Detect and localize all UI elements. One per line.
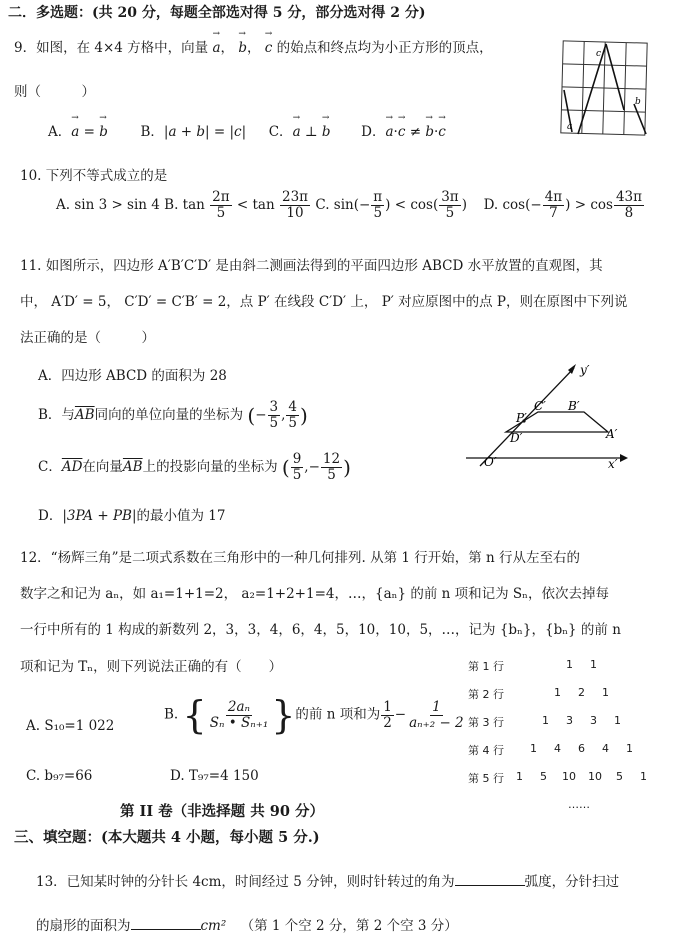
- q9-sep-1: ，: [220, 40, 235, 56]
- q9-sep-2: ，: [246, 40, 261, 56]
- triangle-number: 1: [516, 770, 523, 783]
- triangle-number: 1: [542, 714, 549, 727]
- question-11-line3: 法正确的是（ ）: [20, 330, 155, 346]
- question-11-line2: 中， A′D′ = 5， C′D′ = C′B′ = 2，点 P′ 在线段 C′D′ 上， P′ 对应原图中的点 P，则在原图中下列说: [20, 294, 628, 310]
- triangle-number: 1: [640, 770, 647, 783]
- answer-blank-2[interactable]: [131, 929, 201, 930]
- triangle-ellipsis: ……: [568, 798, 590, 811]
- point-label-b: B′: [568, 399, 580, 413]
- q9-option-c: C．→ a ⊥ → b: [269, 124, 331, 140]
- triangle-number: 6: [578, 742, 585, 755]
- section-heading-multiple-choice: 二．多选题：(共 20 分，每题全部选对得 5 分，部分选对得 2 分): [8, 5, 426, 21]
- triangle-number: 3: [590, 714, 597, 727]
- question-13-line1: [36, 870, 619, 890]
- q10-option-a: A. sin 3 > sin 4: [56, 196, 160, 213]
- triangle-row-label: 第 5 行: [468, 772, 504, 785]
- q13-text-2: 弧度，分针扫过: [524, 874, 620, 890]
- triangle-row-label: 第 2 行: [468, 688, 504, 701]
- vector-a: → a: [212, 40, 220, 56]
- section-heading-fill-blank: 三、填空题：(本大题共 4 小题，每小题 5 分.): [14, 829, 320, 846]
- answer-blank-1[interactable]: [455, 885, 525, 886]
- point-label-a: A′: [606, 427, 618, 441]
- question-12-line1: 12．“杨辉三角”是二项式系数在三角形中的一种几何排列. 从第 1 行开始，第 n 行从左至右的: [20, 550, 581, 566]
- triangle-number: 5: [616, 770, 623, 783]
- triangle-number: 4: [602, 742, 609, 755]
- q13-text-1: 13．已知某时钟的分针长 4cm，时间经过 5 分钟，则时针转过的角为: [36, 874, 455, 890]
- triangle-number: 10: [588, 770, 602, 783]
- question-12-line4: 项和记为 Tₙ，则下列说法正确的有（ ）: [20, 659, 283, 675]
- q9-option-a: A．→ a = → b: [48, 124, 108, 140]
- triangle-number: 3: [566, 714, 573, 727]
- grid-label-a: a: [567, 122, 573, 132]
- question-9-stem: [14, 36, 493, 56]
- q9-option-b-text: |a + b| = |c|: [163, 124, 247, 140]
- triangle-number: 4: [554, 742, 561, 755]
- q10-option-d: D. cos(− $\frac{4\pi}{7}$ ) > cos $\frac{43\pi}{8}$: [483, 189, 642, 221]
- triangle-number: 5: [540, 770, 547, 783]
- q9-grid-figure: [558, 38, 650, 138]
- axis-label-y: y′: [580, 363, 590, 377]
- triangle-number: 10: [562, 770, 576, 783]
- triangle-number: 1: [614, 714, 621, 727]
- triangle-row-label: 第 4 行: [468, 744, 504, 757]
- q9-option-b: B．: [140, 124, 164, 140]
- part-2-heading: 第 II 卷（非选择题 共 90 分）: [120, 803, 324, 820]
- triangle-number: 1: [590, 658, 597, 671]
- q13-text-3: 的扇形的面积为: [36, 918, 131, 934]
- point-label-p: P′: [516, 411, 527, 425]
- point-label-d: D′: [510, 431, 523, 445]
- question-13-line2: [36, 914, 458, 934]
- q12-option-c: C. b₉₇=66: [26, 768, 93, 784]
- question-9-line2: 则（ ）: [14, 84, 95, 100]
- grid-label-b: b: [635, 97, 641, 107]
- point-label-c: C′: [534, 399, 546, 413]
- q9-text-start: 9．如图，在 4×4 方格中，向量: [14, 40, 209, 56]
- q13-unit: cm²: [200, 918, 227, 934]
- triangle-row-label: 第 3 行: [468, 716, 504, 729]
- yanghui-triangle: [468, 658, 668, 818]
- q13-score-note: （第 1 个空 2 分，第 2 个空 3 分）: [240, 918, 458, 934]
- q9-text-end: 的始点和终点均为小正方形的顶点，: [276, 40, 493, 56]
- question-10-stem: 10. 下列不等式成立的是: [20, 168, 168, 184]
- q10-option-b: B. tan $\frac{2\pi}{5}$ < tan $\frac{23\pi}{10}$: [164, 189, 309, 221]
- vector-b: → b: [238, 40, 247, 56]
- triangle-number: 1: [566, 658, 573, 671]
- question-11-line1: 11. 如图所示，四边形 A′B′C′D′ 是由斜二测画法得到的平面四边形 ABCD 水平放置的直观图，其: [20, 258, 603, 274]
- triangle-row-label: 第 1 行: [468, 660, 504, 673]
- vector-c: → c: [265, 40, 273, 56]
- triangle-number: 1: [530, 742, 537, 755]
- q11-option-b: B．与$\overline{AB}$同向的单位向量的坐标为 (− $\frac{3}{5}$ , $\frac{4}{5}$ ): [38, 399, 308, 431]
- q11-oblique-figure: [458, 358, 630, 470]
- q9-option-d: D．→ a·→ c ≠ → b·→ c: [361, 124, 446, 140]
- triangle-number: 1: [602, 686, 609, 699]
- axis-label-x: x′: [608, 457, 618, 470]
- origin-label: O′: [484, 455, 497, 469]
- q12-option-d: D. T₉₇=4 150: [170, 768, 259, 784]
- q10-option-c: C. sin(− $\frac{\pi}{5}$ ) < cos( $\frac{3\pi}{5}$ ): [315, 189, 467, 221]
- question-12-line3: 一行中所有的 1 构成的新数列 2，3，3，4，6，4，5，10，10，5，…，记为 {bₙ}，{bₙ} 的前 n: [20, 622, 621, 638]
- q11-option-c: C．$\overline{AD}$在向量$\overline{AB}$上的投影向量的坐标为 ( $\frac{9}{5}$ ,− $\frac{12}{5}$ ): [38, 451, 351, 483]
- q11-option-d: D．|3PA + PB|的最小值为 17: [38, 508, 226, 524]
- triangle-number: 1: [626, 742, 633, 755]
- question-12-line2: 数字之和记为 aₙ，如 a₁=1+1=2， a₂=1+2+1=4，…，{aₙ} 的前 n 项和记为 Sₙ，依次去掉每: [20, 586, 610, 602]
- q11-option-a: A．四边形 ABCD 的面积为 28: [38, 368, 227, 384]
- triangle-number: 2: [578, 686, 585, 699]
- q9-options: [48, 120, 446, 140]
- q10-options: [56, 190, 645, 221]
- q12-option-a: A. S₁₀=1 022: [26, 718, 115, 734]
- q12-option-b: B. { $\frac{\text{2aₙ}}{\text{Sₙ • Sₙ₊₁}}$ }的前 n 项和为 $\frac{1}{2}$ − $\frac{1}{\text{aₙ₊₂ − 2}}$: [164, 693, 464, 737]
- triangle-number: 1: [554, 686, 561, 699]
- grid-label-c: c: [596, 49, 602, 59]
